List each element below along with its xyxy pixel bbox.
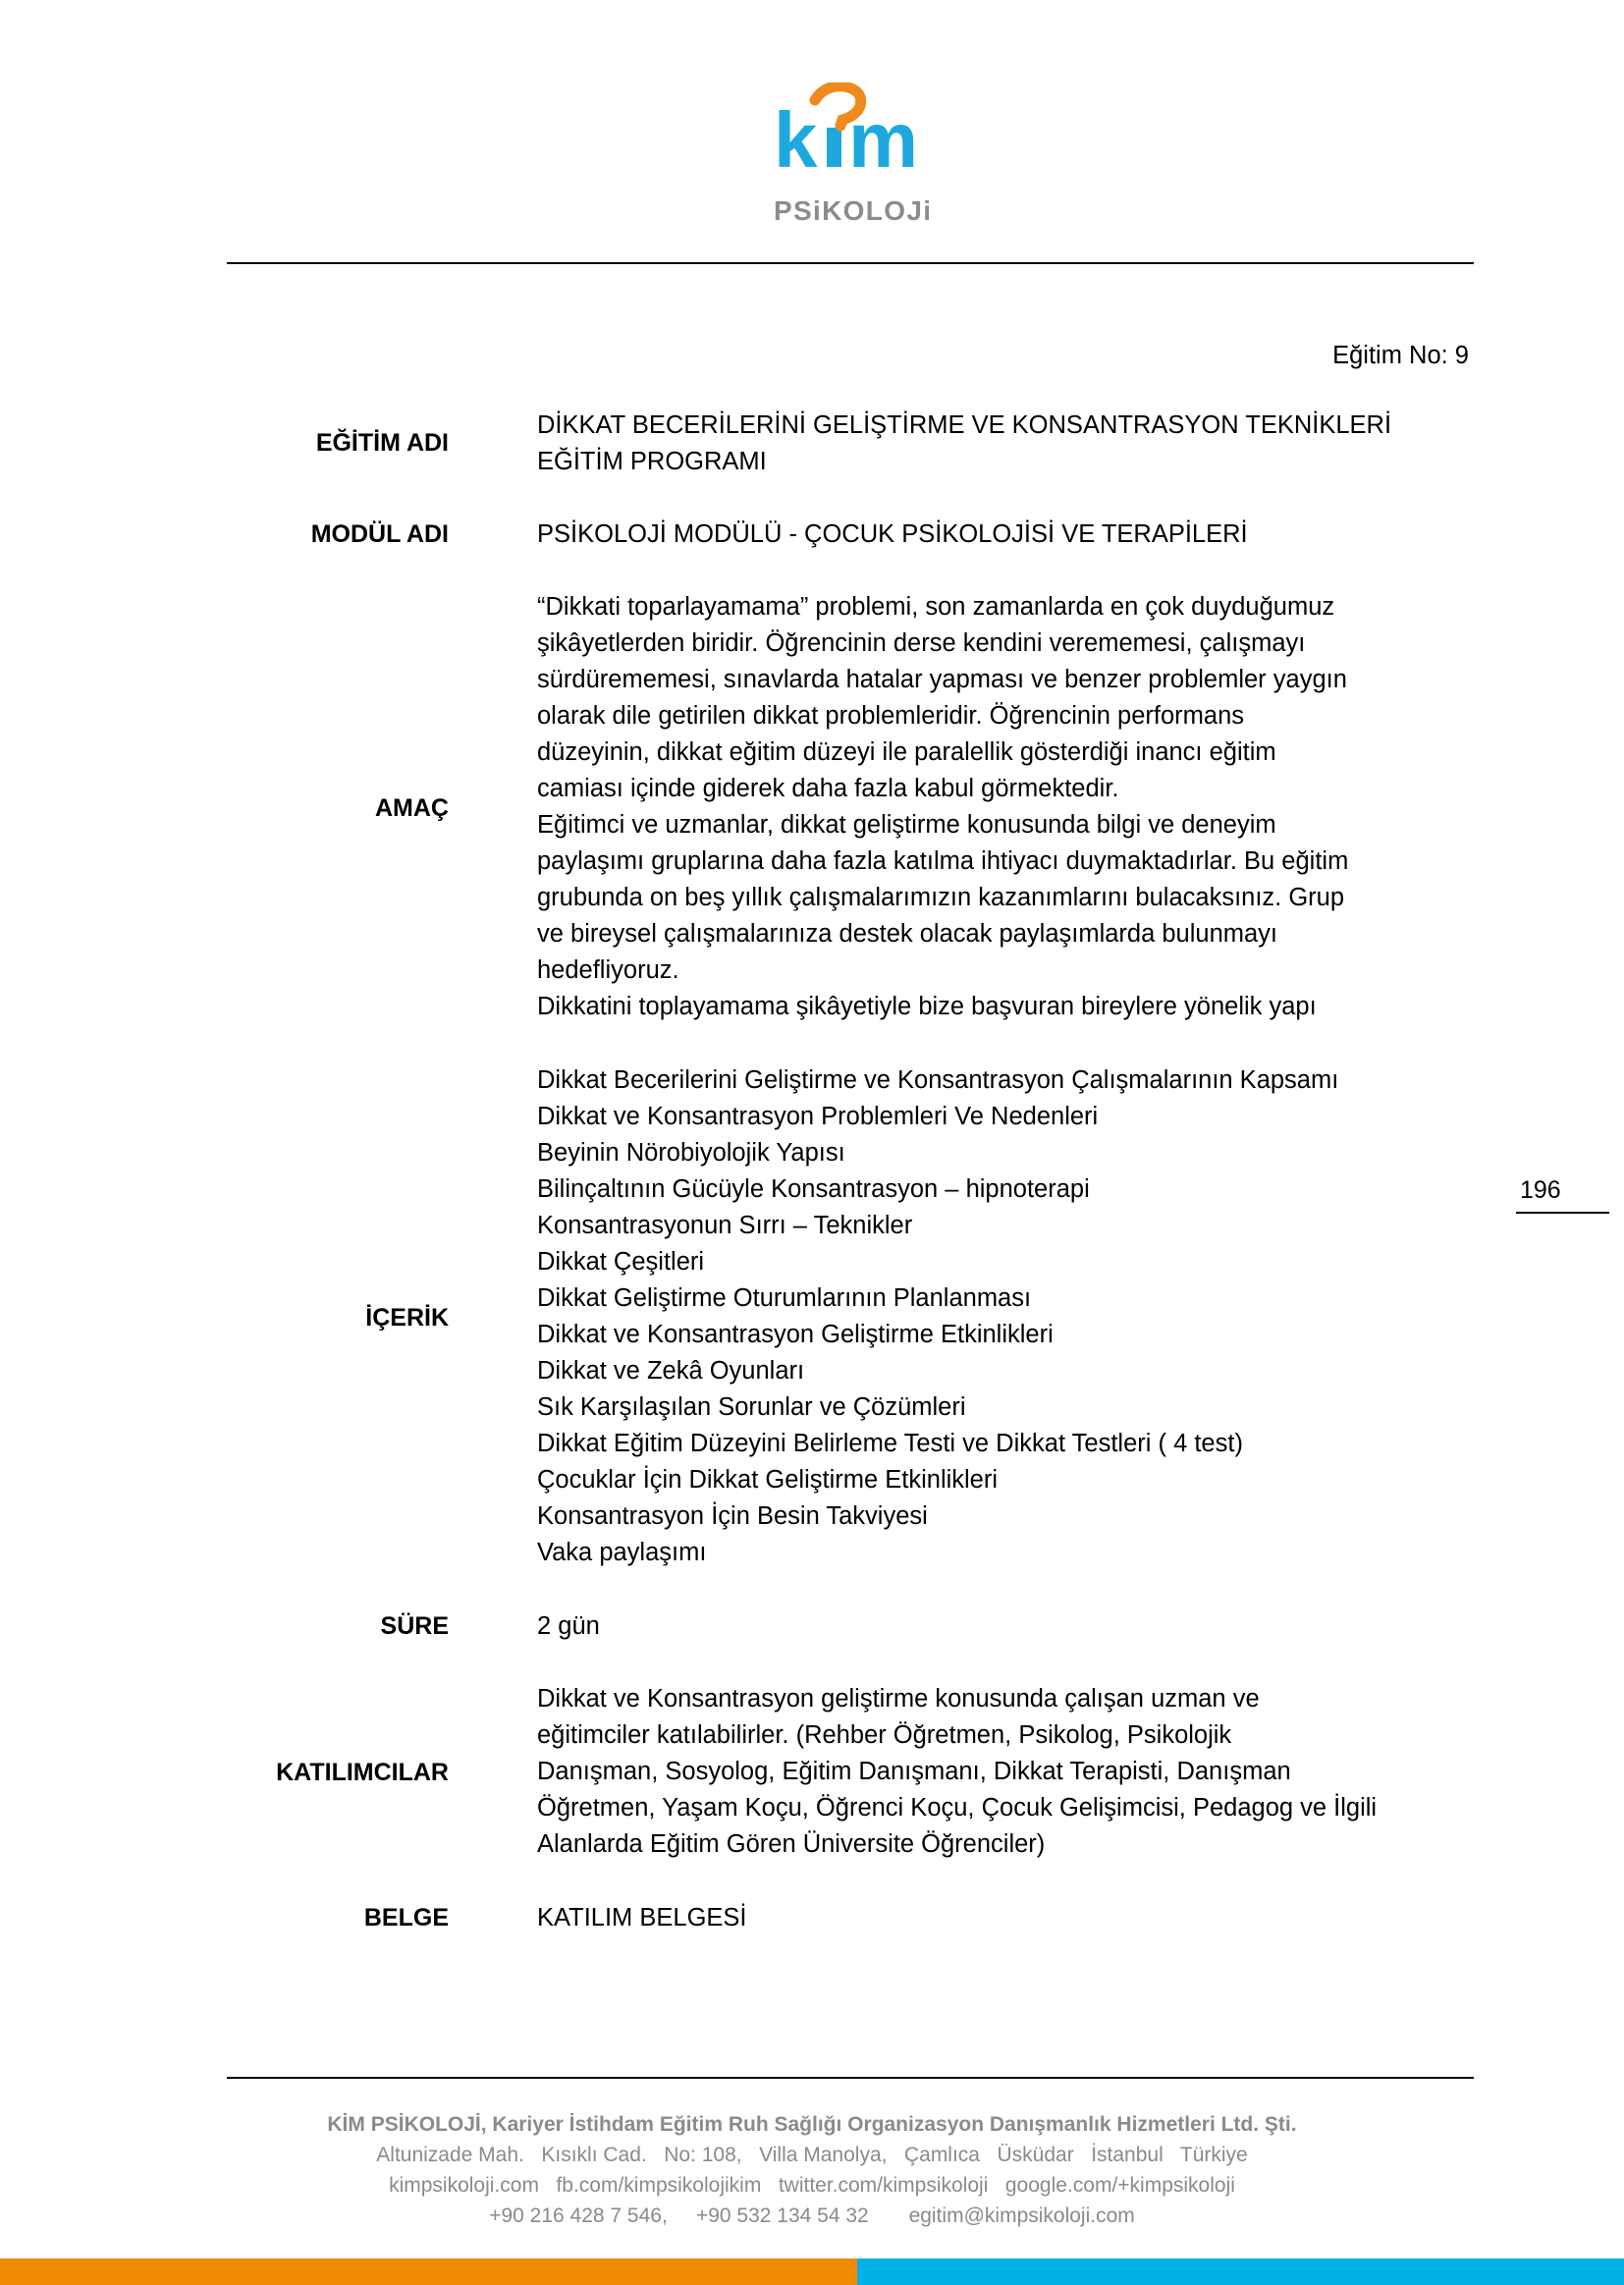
text-line: ve bireysel çalışmalarınıza destek olacak paylaşımlarda bulunmayı — [537, 920, 1278, 948]
text-line: PSİKOLOJİ MODÜLÜ - ÇOCUK PSİKOLOJİSİ VE TERAPİLERİ — [537, 520, 1248, 548]
content-training-name — [537, 408, 1391, 480]
footer-address: Altunizade Mah. Kısıklı Cad. No: 108, Villa Manolya, Çamlıca Üsküdar İstanbul Türkiye — [376, 2144, 1248, 2166]
list-item: Dikkat Çeşitleri — [537, 1248, 705, 1276]
text-line: şikâyetlerden biridir. Öğrencinin derse kendini verememesi, çalışmayı — [537, 629, 1306, 657]
content-purpose — [537, 589, 1348, 1025]
page-number: 196 — [1520, 1176, 1561, 1204]
text-line: Danışman, Sosyolog, Eğitim Danışmanı, Dikkat Terapisti, Danışman — [537, 1758, 1291, 1785]
text-line: düzeyinin, dikkat eğitim düzeyi ile paralellik gösterdiği inancı eğitim — [537, 738, 1276, 766]
text-line: Öğretmen, Yaşam Koçu, Öğrenci Koçu, Çocuk Gelişimcisi, Pedagog ve İlgili — [537, 1794, 1378, 1822]
text-line: camiası içinde giderek daha fazla kabul görmektedir. — [537, 775, 1119, 802]
list-item: Konsantrasyon İçin Besin Takviyesi — [537, 1502, 928, 1530]
company-full-name: , Kariyer İstihdam Eğitim Ruh Sağlığı Organizasyon Danışmanlık Hizmetleri Ltd. Şti. — [480, 2113, 1297, 2136]
header-divider — [227, 262, 1474, 264]
svg-text:PSiKOLOJi: PSiKOLOJi — [774, 195, 931, 226]
list-item: Beyinin Nörobiyolojik Yapısı — [537, 1139, 845, 1167]
svg-text:m: m — [848, 96, 919, 184]
content-certificate — [537, 1900, 747, 1936]
text-line: KATILIM BELGESİ — [537, 1904, 747, 1931]
text-line: Eğitimci ve uzmanlar, dikkat geliştirme konusunda bilgi ve deneyim — [537, 811, 1276, 839]
label-duration: SÜRE — [380, 1612, 449, 1640]
footer-divider — [227, 2077, 1474, 2079]
list-item: Bilinçaltının Gücüyle Konsantrasyon – hipnoterapi — [537, 1175, 1090, 1203]
page-number-underline — [1516, 1212, 1609, 1214]
kim-psikoloji-logo — [766, 82, 943, 228]
text-line: hedefliyoruz. — [537, 956, 679, 984]
footer-contact: +90 216 428 7 546, +90 532 134 54 32 egitim@kimpsikoloji.com — [489, 2204, 1135, 2227]
text-line: eğitimciler katılabilirler. (Rehber Öğretmen, Psikolog, Psikolojik — [537, 1721, 1232, 1749]
list-item: Vaka paylaşımı — [537, 1539, 707, 1566]
text-line: Dikkatini toplayamama şikâyetiyle bize başvuran bireylere yönelik yapı — [537, 993, 1317, 1020]
footer-company — [0, 2110, 1624, 2140]
list-item: Dikkat ve Konsantrasyon Problemleri Ve Nedenleri — [537, 1103, 1099, 1130]
label-certificate: BELGE — [363, 1904, 449, 1931]
text-line: DİKKAT BECERİLERİNİ GELİŞTİRME VE KONSANTRASYON TEKNİKLERİ — [537, 411, 1392, 439]
content-participants — [537, 1681, 1377, 1863]
list-item: Dikkat Eğitim Düzeyini Belirleme Testi ve Dikkat Testleri ( 4 test) — [537, 1430, 1243, 1457]
content-topics — [537, 1062, 1338, 1571]
text-line: Alanlarda Eğitim Gören Üniversite Öğrenciler) — [537, 1830, 1046, 1858]
company-name: KİM PSİKOLOJİ — [327, 2113, 481, 2136]
training-number: Eğitim No: 9 — [1332, 342, 1469, 369]
list-item: Dikkat ve Zekâ Oyunları — [537, 1357, 805, 1385]
footer-links: kimpsikoloji.com fb.com/kimpsikolojikim twitter.com/kimpsikoloji google.com/+kimpsikoloji — [389, 2174, 1235, 2197]
svg-text:k: k — [774, 96, 818, 184]
label-training-name: EĞİTİM ADI — [315, 429, 449, 457]
label-purpose: AMAÇ — [375, 794, 449, 822]
text-line: Dikkat ve Konsantrasyon geliştirme konusunda çalışan uzman ve — [537, 1685, 1260, 1713]
text-line: “Dikkati toparlayamama” problemi, son zamanlarda en çok duyduğumuz — [537, 593, 1335, 621]
text-line: grubunda on beş yıllık çalışmalarımızın kazanımlarını bulacaksınız. Grup — [537, 884, 1345, 911]
text-line: sürdürememesi, sınavlarda hatalar yapması ve benzer problemler yaygın — [537, 666, 1347, 693]
label-content: İÇERİK — [365, 1304, 449, 1332]
label-module-name: MODÜL ADI — [310, 520, 449, 548]
list-item: Dikkat Becerilerini Geliştirme ve Konsantrasyon Çalışmalarının Kapsamı — [537, 1066, 1339, 1094]
footer-bar-blue — [857, 2258, 1624, 2285]
list-item: Dikkat ve Konsantrasyon Geliştirme Etkinlikleri — [537, 1321, 1054, 1348]
text-line: olarak dile getirilen dikkat problemleridir. Öğrencinin performans — [537, 702, 1245, 730]
text-line: paylaşımı gruplarına daha fazla katılma ihtiyacı duymaktadırlar. Bu eğitim — [537, 847, 1349, 875]
list-item: Dikkat Geliştirme Oturumlarının Planlanması — [537, 1284, 1032, 1312]
list-item: Konsantrasyonun Sırrı – Teknikler — [537, 1212, 913, 1239]
text-line: EĞİTİM PROGRAMI — [537, 448, 767, 475]
list-item: Çocuklar İçin Dikkat Geliştirme Etkinlikleri — [537, 1466, 999, 1494]
text-line: 2 gün — [537, 1612, 600, 1640]
content-duration — [537, 1608, 600, 1645]
list-item: Sık Karşılaşılan Sorunlar ve Çözümleri — [537, 1393, 966, 1421]
content-module-name — [537, 517, 1248, 553]
label-participants: KATILIMCILAR — [276, 1759, 449, 1786]
footer-bar-orange — [0, 2258, 857, 2285]
